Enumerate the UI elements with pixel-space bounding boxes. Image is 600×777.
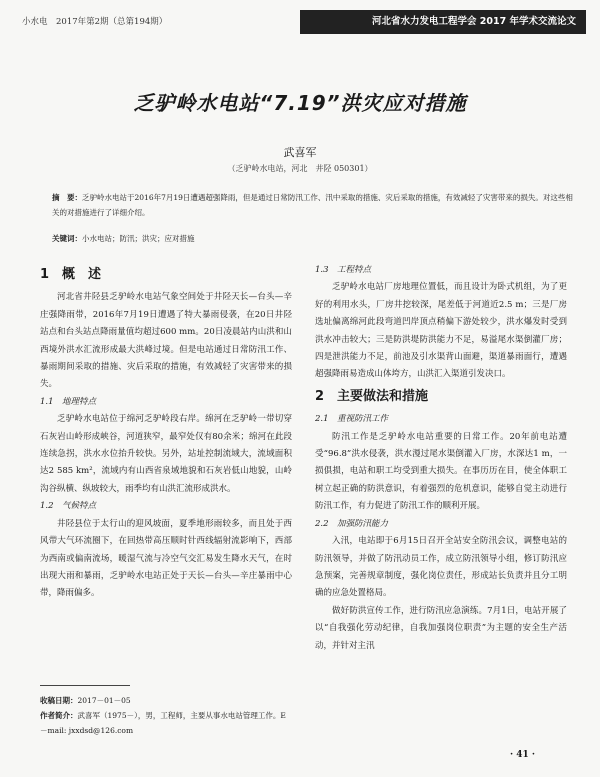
author-bio-text: 武喜军（1975－），男，工程师，主要从事水电站管理工作。E－mail: jxxdsd@126.com [40, 711, 286, 735]
section-1-1-heading: 1.1 地理特点 [40, 396, 97, 407]
author-affiliation: （乏驴岭水电站，河北 井陉 050301） [227, 164, 373, 173]
page-number: · 41 · [510, 750, 536, 760]
section-1-1-paragraph: 乏驴岭水电站位于绵河乏驴岭段右岸。绵河在乏驴岭一带切穿石灰岩山岭形成峡谷，河道狭窄，最窄处仅有80余米；绵河在此段连续急拐，洪水水位抬升较快。另外，站址控制流域大，流域面积达2 585 km²，流域内有山西省泉域地貌和石灰岩低山地貌，山岭沟谷纵横、纵坡较大，雨季均有山洪汇流形成洪水。 [40, 414, 292, 494]
section-2-2-heading: 2.2 加强防汛能力 [315, 518, 389, 529]
section-2-2-paragraph-2: 做好防洪宣传工作，进行防汛应急演练。7月1日，电站开展了以“自我强化劳动纪律，自我加强岗位职责”为主题的安全生产活动，并针对主汛 [315, 605, 567, 651]
conference-banner: 河北省水力发电工程学会 2017 年学术交流论文 [300, 10, 586, 34]
abstract [52, 190, 576, 220]
section-1-2-paragraph: 井陉县位于太行山的迎风坡面，夏季地形雨较多，而且处于西风带大气环流圈下，在回热带高压顺时针西线辐射流影响下，西部为西南或偏南流场，暖湿气流与冷空气交汇易发生降水天气，在时出现大雨和暴雨，乏驴岭水电站正处于天长—台头—辛庄暴雨中心带，降雨偏多。 [40, 518, 292, 599]
footnote [40, 693, 292, 738]
section-1-paragraph: 河北省井陉县乏驴岭水电站气象空间处于井陉天长—台头—辛庄强降雨带，2016年7月19日遭遇了特大暴雨侵袭，在20日井陉站点和台头站点降雨量值均超过600 mm。20日凌晨站内山洪和山西境外洪水汇流形成最大洪峰过境。但是电站通过日常防汛工作、暴雨期间采取的措施、灾后采取的措施，有效减轻了灾害带来的损失。 [40, 292, 292, 390]
section-2-1-paragraph: 防汛工作是乏驴岭水电站重要的日常工作。20年前电站遭受“96.8”洪水侵袭，洪水漫过尾水渠倒灌入厂房，水深达1 m，一损俱损，电站和职工均受到重大损失。在事历历在目，使全体职工树立起正确的防洪意识，有着强烈的危机意识，能够自觉主动进行防汛工作，有力促进了防汛工作的顺利开展。 [315, 431, 567, 512]
section-1-2-heading: 1.2 气候特点 [40, 501, 97, 512]
left-column [40, 262, 292, 603]
received-label: 收稿日期： [40, 696, 78, 705]
section-2-1-heading: 2.1 重视防汛工作 [315, 414, 389, 425]
received-date [40, 693, 292, 708]
keywords [52, 233, 576, 244]
section-1-3-heading: 1.3 工程特点 [315, 265, 372, 275]
received-value: 2017－01－05 [77, 696, 131, 705]
section-1-3-paragraph: 乏驴岭水电站厂房地理位置低，而且设计为卧式机组，为了更好的利用水头，厂房井挖较深，尾差低于河道近2.5 m；三是厂房选址偏离绵河此段弯道凹岸顶点稍偏下游处较少，洪水爆发时受到洪水冲击较大；三是防洪堤防洪能力不足，易溢尾水渠倒灌厂房；四是泄洪能力不足，前池及引水渠背山面避，渠道暴雨面行，遭遇超强降雨易造成山体垮方，山洪汇入渠道引发决口。 [315, 282, 567, 380]
keywords-label: 关键词： [52, 234, 82, 243]
author-name: 武喜军 [283, 146, 317, 159]
article-title: 乏驴岭水电站“7.19”洪灾应对措施 [133, 91, 467, 115]
section-2-2-paragraph-1: 入汛，电站即于6月15日召开全站安全防汛会议，调整电站的防汛领导，并做了防汛动员工作，成立防汛领导小组，修订防汛应急预案，完善规章制度，强化岗位责任，形成站长负责并且分工明确的应急处置格局。 [315, 536, 567, 599]
section-2-heading: 2 主要做法和措施 [315, 388, 429, 404]
author-bio [40, 708, 292, 738]
abstract-text: 乏驴岭水电站于2016年7月19日遭遇超强降雨，但是通过日常防汛工作、汛中采取的措施、灾后采取的措施，有效减轻了灾害带来的损失。对这些相关的对措施进行了详细介绍。 [52, 193, 573, 217]
footnote-divider [40, 685, 130, 686]
abstract-label: 摘 要： [52, 193, 82, 202]
section-1-heading: 1 概 述 [40, 267, 102, 282]
author-bio-label: 作者简介： [40, 711, 78, 720]
journal-issue-header: 小水电 2017年第2期（总第194期） [22, 17, 168, 27]
right-column [315, 262, 567, 655]
keywords-text: 小水电站；防汛；洪灾；应对措施 [82, 234, 195, 243]
